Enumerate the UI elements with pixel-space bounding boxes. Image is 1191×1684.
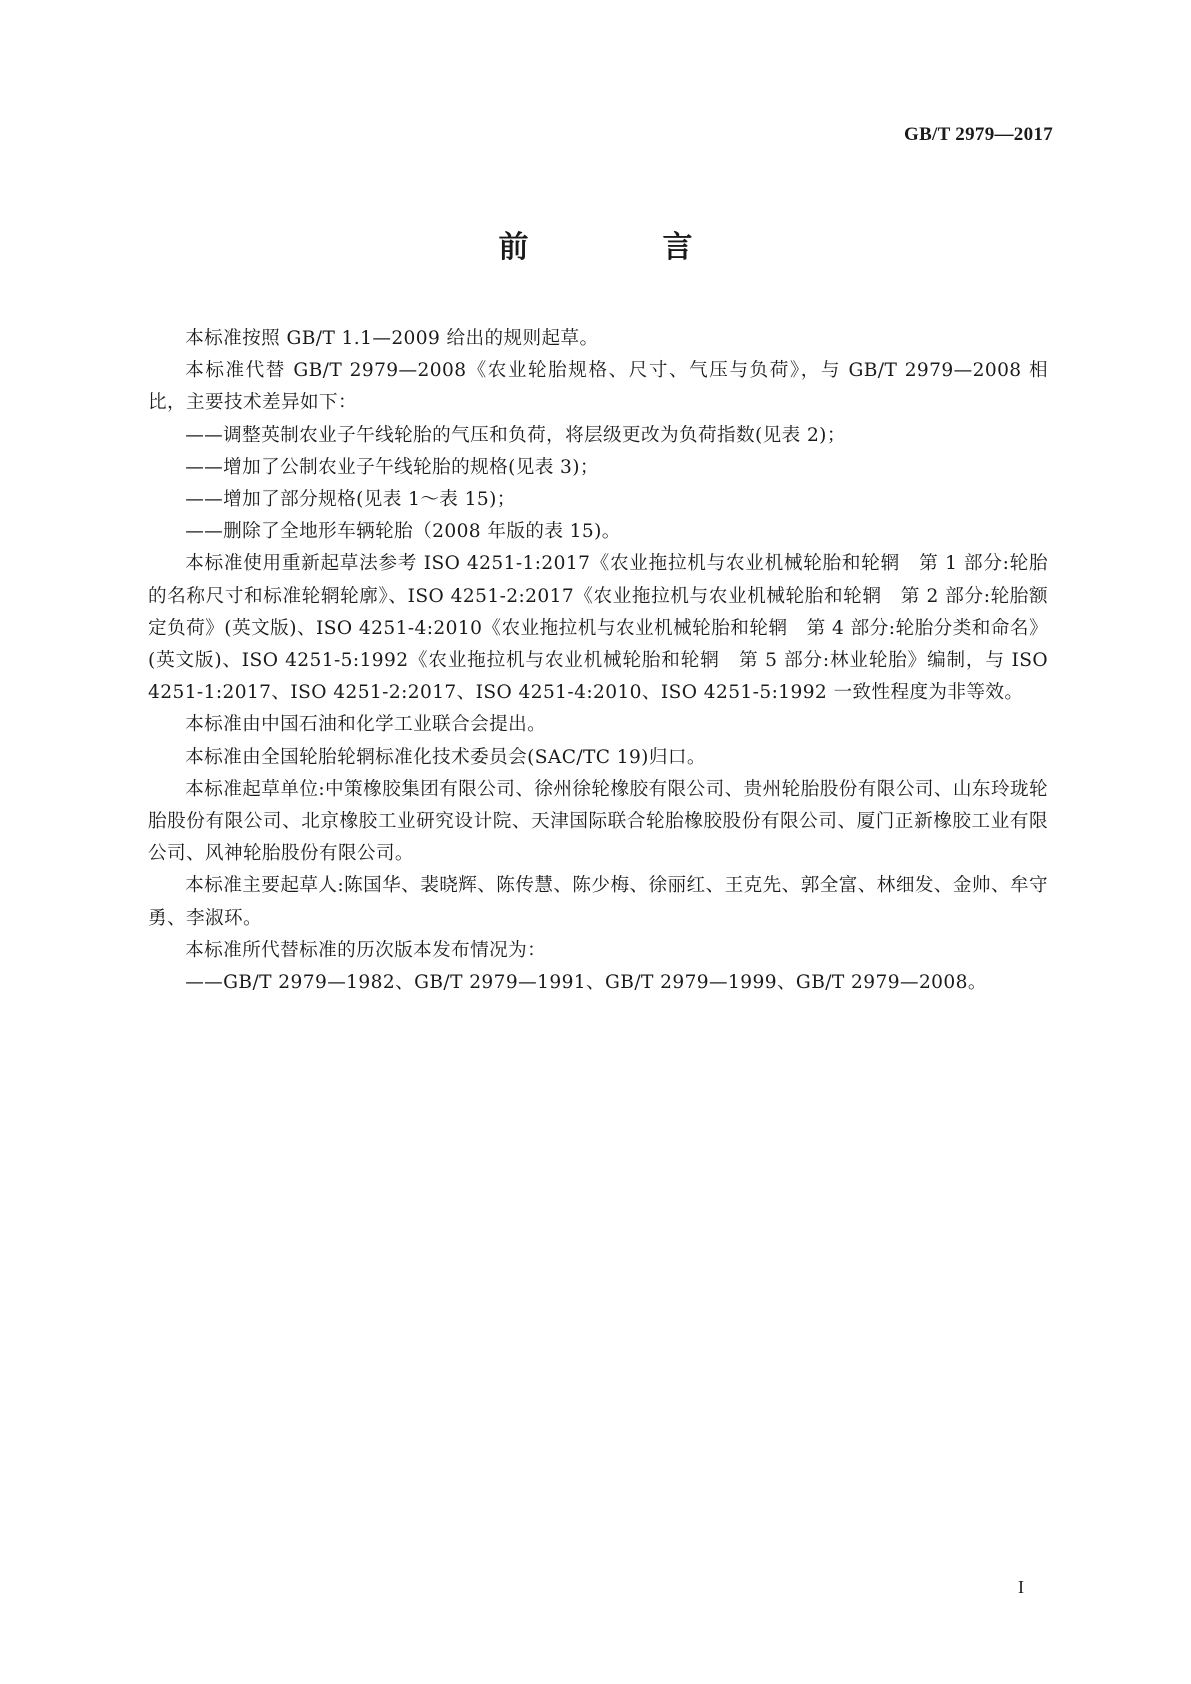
standard-code: GB/T 2979—2017 bbox=[903, 124, 1053, 145]
paragraph-drafting-units: 本标准起草单位:中策橡胶集团有限公司、徐州徐轮橡胶有限公司、贵州轮胎股份有限公司、山东玲珑轮胎股份有限公司、北京橡胶工业研究设计院、天津国际联合轮胎橡胶股份有限公司、厦门正新橡胶工业有限公司、风神轮胎股份有限公司。 bbox=[148, 778, 1048, 865]
history-item: ——GB/T 2979—1982、GB/T 2979—1991、GB/T 2979—1999、GB/T 2979—2008。 bbox=[185, 972, 987, 994]
change-item: ——删除了全地形车辆轮胎（2008 年版的表 15)。 bbox=[185, 521, 621, 543]
paragraph-committee: 本标准由全国轮胎轮辋标准化技术委员会(SAC/TC 19)归口。 bbox=[185, 746, 706, 768]
change-item: ——增加了公制农业子午线轮胎的规格(见表 3)； bbox=[185, 456, 599, 478]
document-body bbox=[148, 323, 1048, 999]
change-item: ——调整英制农业子午线轮胎的气压和负荷，将层级更改为负荷指数(见表 2)； bbox=[185, 424, 846, 446]
page-title: 前 言 bbox=[498, 230, 745, 265]
paragraph-history-intro: 本标准所代替标准的历次版本发布情况为： bbox=[185, 939, 547, 961]
paragraph-replacement: 本标准代替 GB/T 2979—2008《农业轮胎规格、尺寸、气压与负荷》，与 GB/T 2979—2008 相比，主要技术差异如下： bbox=[148, 360, 1048, 414]
paragraph-drafting-rules: 本标准按照 GB/T 1.1—2009 给出的规则起草。 bbox=[185, 328, 599, 349]
paragraph-proposer: 本标准由中国石油和化学工业联合会提出。 bbox=[185, 714, 547, 736]
page-number: I bbox=[1018, 1577, 1024, 1597]
paragraph-iso-reference: 本标准使用重新起草法参考 ISO 4251-1:2017《农业拖拉机与农业机械轮胎和轮辋 第 1 部分:轮胎的名称尺寸和标准轮辋轮廓》、ISO 4251-2:2017《农业拖拉机与农业机械轮胎和轮辋 第 2 部分:轮胎额定负荷》(英文版)、ISO 4251-4:2010《农业拖拉机与农业机械轮胎和轮辋 第 4 部分:轮胎分类和命名》(英文版)、ISO 4251-5:1992《农业拖拉机与农业机械轮胎和轮辋 第 5 部分:林业轮胎》编制，与 ISO 4251-1:2017、ISO 4251-2:2017、ISO 4251-4:2010、ISO 4251-5:1992 一致性程度为非等效。 bbox=[148, 553, 1048, 704]
paragraph-drafters: 本标准主要起草人:陈国华、裴晓辉、陈传慧、陈少梅、徐丽红、王克先、郭全富、林细发、金帅、牟守勇、李淑环。 bbox=[148, 875, 1048, 929]
change-item: ——增加了部分规格(见表 1～表 15)； bbox=[185, 489, 516, 511]
